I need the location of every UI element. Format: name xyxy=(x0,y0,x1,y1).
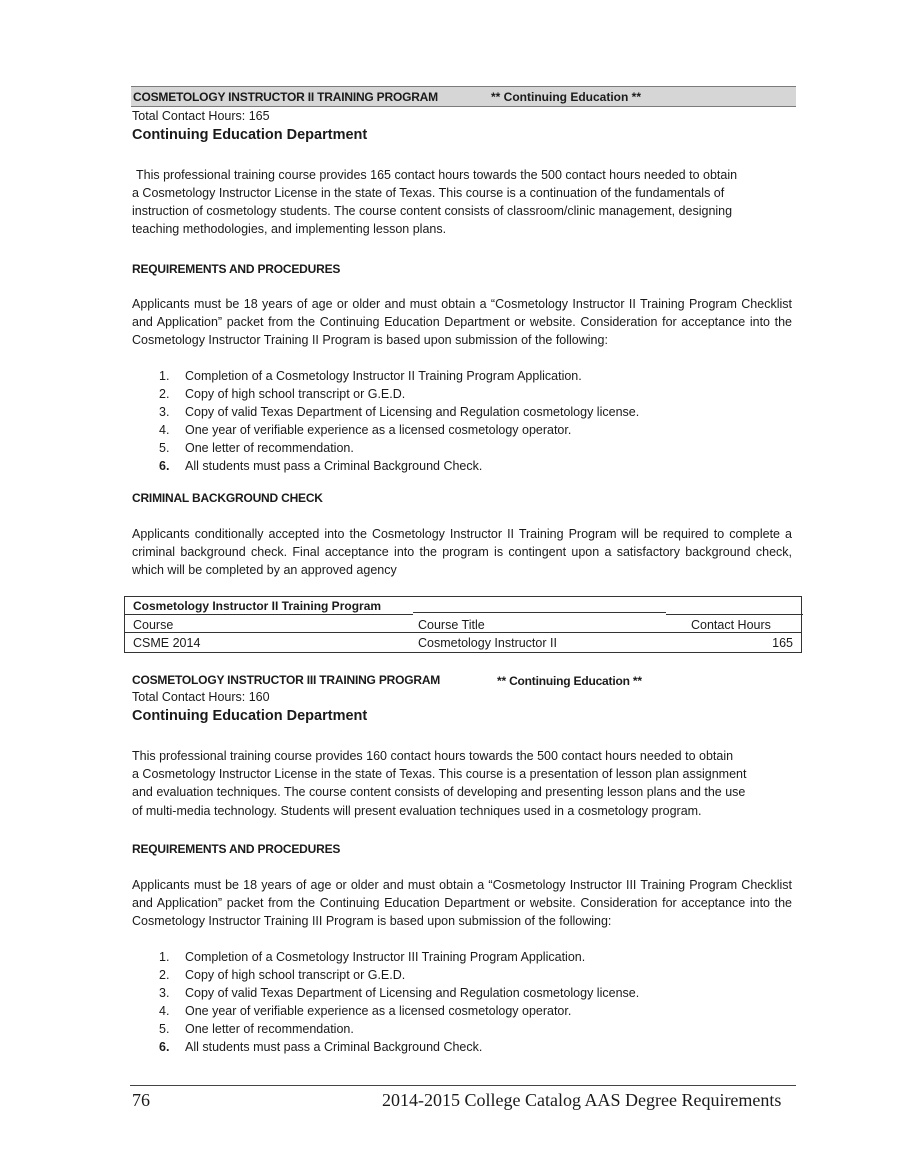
table-cell-course: CSME 2014 xyxy=(133,636,201,650)
section1-requirements-list xyxy=(132,367,772,475)
list-item: 2. Copy of high school transcript or G.E.D. xyxy=(159,387,406,401)
section1-dept: Continuing Education Department xyxy=(132,127,368,143)
list-item: 6. All students must pass a Criminal Background Check. xyxy=(159,1040,483,1054)
table-header-hours: Contact Hours xyxy=(691,618,771,632)
footer-title: 2014-2015 College Catalog AAS Degree Requirements xyxy=(382,1090,782,1110)
background-check-paragraph: Applicants conditionally accepted into the Cosmetology Instructor II Training Program will be required to complete a criminal background check. Final acceptance into the program is contingent upon a satisfactory background check, which will be completed by an approved agency xyxy=(132,527,792,578)
list-item: 5. One letter of recommendation. xyxy=(159,1022,354,1036)
table-header-title: Course Title xyxy=(418,618,485,632)
background-check-heading: CRIMINAL BACKGROUND CHECK xyxy=(132,491,323,505)
table-cell-hours: 165 xyxy=(772,636,793,650)
list-item: 5. One letter of recommendation. xyxy=(159,441,354,455)
table-divider xyxy=(125,614,413,615)
section2-desc-line: of multi-media technology. Students will present evaluation techniques used in a cosmetology program. xyxy=(132,803,702,818)
section1-hours: Total Contact Hours: 165 xyxy=(132,109,270,123)
table-divider xyxy=(666,614,803,615)
table-divider xyxy=(413,612,666,613)
list-item: 4. One year of verifiable experience as a licensed cosmetology operator. xyxy=(159,1004,572,1018)
section1-desc-line: teaching methodologies, and implementing lesson plans. xyxy=(132,222,447,237)
section2-title: COSMETOLOGY INSTRUCTOR III TRAINING PROGRAM xyxy=(132,673,441,687)
section2-desc-line: a Cosmetology Instructor License in the state of Texas. This course is a presentation of lesson plan assignment xyxy=(132,767,747,782)
section2-req-heading: REQUIREMENTS AND PROCEDURES xyxy=(132,842,341,856)
section1-desc-line: This professional training course provides 165 contact hours towards the 500 contact hours needed to obtain xyxy=(136,168,738,182)
section2-description xyxy=(132,747,792,820)
list-item: 6. All students must pass a Criminal Background Check. xyxy=(159,459,483,473)
section2-desc-line: and evaluation techniques. The course content consists of developing and presenting lesson plans and the use xyxy=(132,785,746,800)
section1-desc-line: a Cosmetology Instructor License in the state of Texas. This course is a continuation of the fundamentals of xyxy=(132,186,725,200)
table-divider xyxy=(125,632,801,633)
section1-description-cont xyxy=(132,184,792,239)
table-title: Cosmetology Instructor II Training Program xyxy=(133,599,382,613)
section1-ce-tag: ** Continuing Education ** xyxy=(491,90,641,104)
list-item: 3. Copy of valid Texas Department of Licensing and Regulation cosmetology license. xyxy=(159,986,640,1000)
table-cell-title: Cosmetology Instructor II xyxy=(418,636,557,650)
section2-req-paragraph: Applicants must be 18 years of age or older and must obtain a “Cosmetology Instructor III Training Program Checklist and Application” packet from the Continuing Education Department or website. Consideration for acceptance into the Cosmetology Instructor Training III Program is based upon submission of the following: xyxy=(132,878,792,929)
list-item: 2. Copy of high school transcript or G.E.D. xyxy=(159,968,406,982)
section2-requirements-list xyxy=(132,948,772,1056)
list-item: 1. Completion of a Cosmetology Instructor II Training Program Application. xyxy=(159,369,582,383)
section1-desc-line: instruction of cosmetology students. The course content consists of classroom/clinic management, designing xyxy=(132,204,733,219)
section1-description xyxy=(136,166,796,184)
table-header-course: Course xyxy=(133,618,174,632)
list-item: 3. Copy of valid Texas Department of Licensing and Regulation cosmetology license. xyxy=(159,405,640,419)
footer-rule xyxy=(130,1085,796,1086)
section1-req-paragraph: Applicants must be 18 years of age or older and must obtain a “Cosmetology Instructor II Training Program Checklist and Application” packet from the Continuing Education Department or website. Consideration for acceptance into the Cosmetology Instructor Training II Program is based upon submission of the following: xyxy=(132,297,792,348)
section2-dept: Continuing Education Department xyxy=(132,708,368,724)
course-table xyxy=(124,596,802,653)
section2-desc-line: This professional training course provides 160 contact hours towards the 500 contact hours needed to obtain xyxy=(132,749,734,763)
section1-header-bar xyxy=(131,86,796,107)
page-number: 76 xyxy=(132,1090,150,1110)
section1-req-heading: REQUIREMENTS AND PROCEDURES xyxy=(132,262,341,276)
section2-hours: Total Contact Hours: 160 xyxy=(132,690,270,704)
section2-ce-tag: ** Continuing Education ** xyxy=(497,674,642,688)
list-item: 4. One year of verifiable experience as a licensed cosmetology operator. xyxy=(159,423,572,437)
section1-title: COSMETOLOGY INSTRUCTOR II TRAINING PROGRAM xyxy=(133,90,438,104)
list-item: 1. Completion of a Cosmetology Instructor III Training Program Application. xyxy=(159,950,586,964)
